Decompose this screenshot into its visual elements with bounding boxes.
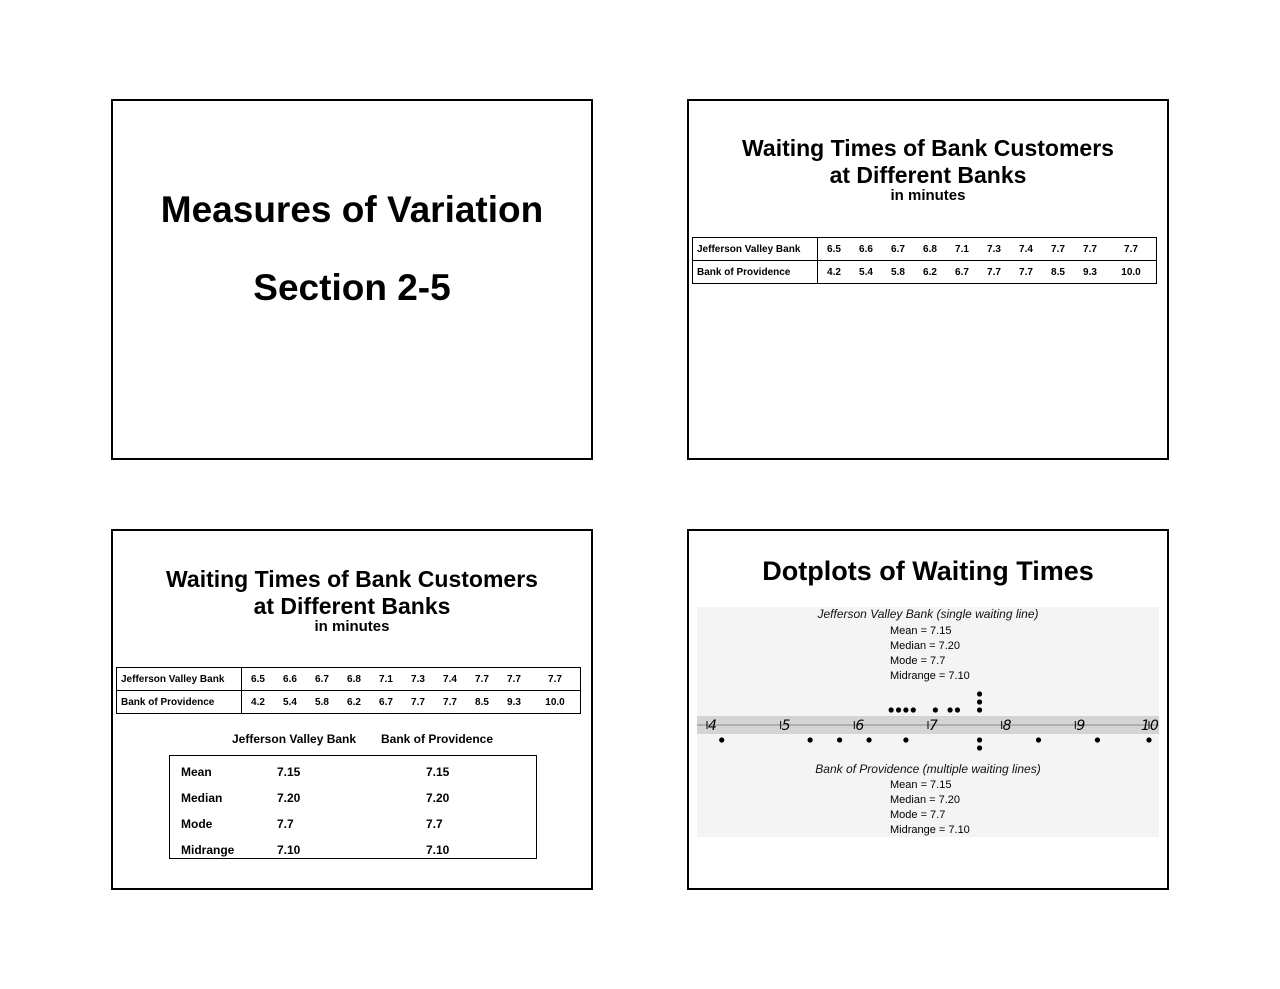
stats-header-jefferson: Jefferson Valley Bank [232, 732, 357, 746]
value-cell: 7.7 [1074, 238, 1106, 261]
jefferson-dot [977, 707, 982, 712]
tick-label: 9 [1076, 718, 1086, 734]
value-cell: 4.2 [818, 261, 851, 284]
stats-value-providence: 7.20 [426, 791, 450, 805]
tick-label: 6 [855, 718, 865, 734]
stat-midrange: Midrange = 7.10 [890, 670, 970, 682]
jefferson-dot [955, 707, 960, 712]
jefferson-dot [977, 691, 982, 696]
value-cell: 8.5 [1042, 261, 1074, 284]
table-title-line2: at Different Banks [829, 162, 1027, 188]
stat-median: Median = 7.20 [890, 794, 961, 806]
jefferson-dot [896, 707, 901, 712]
value-cell: 7.7 [1106, 238, 1157, 261]
dotplot-chart [697, 685, 1159, 765]
value-cell: 7.7 [402, 691, 434, 714]
value-cell: 6.7 [946, 261, 978, 284]
value-cell: 6.7 [882, 238, 914, 261]
jefferson-dot [911, 707, 916, 712]
value-cell: 7.1 [370, 668, 402, 691]
dotplot-stats-providence [890, 778, 970, 838]
table-row [693, 261, 1157, 284]
value-cell: 7.7 [530, 668, 581, 691]
table-title-line1: Waiting Times of Bank Customers [742, 135, 1114, 161]
dotplot-stats-jefferson [890, 624, 970, 684]
value-cell: 6.8 [914, 238, 946, 261]
providence-dot [1036, 737, 1041, 742]
providence-dot [808, 737, 813, 742]
value-cell: 7.7 [466, 668, 498, 691]
value-cell: 7.3 [978, 238, 1010, 261]
value-cell: 9.3 [1074, 261, 1106, 284]
providence-dot [837, 737, 842, 742]
value-cell: 10.0 [1106, 261, 1157, 284]
table-row [117, 691, 581, 714]
table-row [693, 238, 1157, 261]
table-title-line2: at Different Banks [253, 593, 451, 619]
value-cell: 5.8 [306, 691, 338, 714]
stats-header-providence: Bank of Providence [381, 732, 494, 746]
bank-name-cell: Jefferson Valley Bank [117, 668, 242, 691]
providence-dot [866, 737, 871, 742]
bank-name-cell: Jefferson Valley Bank [693, 238, 818, 261]
value-cell: 6.7 [370, 691, 402, 714]
dotplot-caption-providence: Bank of Providence (multiple waiting lines) [815, 762, 1041, 776]
stats-label: Mode [181, 817, 213, 831]
value-cell: 6.8 [338, 668, 370, 691]
value-cell: 7.7 [978, 261, 1010, 284]
stats-table [169, 755, 537, 859]
stat-mode: Mode = 7.7 [890, 655, 946, 667]
tick-label: 4 [708, 718, 717, 734]
slide-waiting-times [687, 99, 1169, 460]
stats-value-jefferson: 7.7 [277, 817, 294, 831]
stats-value-jefferson: 7.20 [277, 791, 301, 805]
value-cell: 6.5 [242, 668, 275, 691]
jefferson-dot [903, 707, 908, 712]
value-cell: 7.7 [498, 668, 530, 691]
dotplot-caption-jefferson: Jefferson Valley Bank (single waiting line) [817, 607, 1039, 621]
value-cell: 5.4 [850, 261, 882, 284]
providence-dot [1146, 737, 1151, 742]
value-cell: 6.2 [338, 691, 370, 714]
value-cell: 5.4 [274, 691, 306, 714]
value-cell: 7.3 [402, 668, 434, 691]
tick-label: 10 [1141, 718, 1159, 734]
value-cell: 5.8 [882, 261, 914, 284]
stats-value-jefferson: 7.15 [277, 765, 301, 779]
stat-mean: Mean = 7.15 [890, 625, 952, 637]
tick-label: 5 [781, 718, 791, 734]
jefferson-dot [948, 707, 953, 712]
stats-value-providence: 7.15 [426, 765, 450, 779]
value-cell: 6.6 [274, 668, 306, 691]
jefferson-dot [889, 707, 894, 712]
value-cell: 4.2 [242, 691, 275, 714]
table-row [117, 668, 581, 691]
waiting-times-table [692, 237, 1157, 284]
stat-mode: Mode = 7.7 [890, 809, 946, 821]
value-cell: 10.0 [530, 691, 581, 714]
providence-dot [903, 737, 908, 742]
value-cell: 6.5 [818, 238, 851, 261]
waiting-times-table [116, 667, 581, 714]
providence-dot [719, 737, 724, 742]
stats-label: Mean [181, 765, 212, 779]
value-cell: 7.4 [1010, 238, 1042, 261]
value-cell: 7.4 [434, 668, 466, 691]
stats-label: Median [181, 791, 223, 805]
table-units: in minutes [314, 618, 390, 635]
slide-title [111, 99, 593, 460]
stats-label: Midrange [181, 843, 235, 857]
value-cell: 7.1 [946, 238, 978, 261]
value-cell: 6.6 [850, 238, 882, 261]
stat-mean: Mean = 7.15 [890, 779, 952, 791]
value-cell: 7.7 [1042, 238, 1074, 261]
dotplot-panel [697, 607, 1159, 837]
stats-value-providence: 7.7 [426, 817, 443, 831]
stat-midrange: Midrange = 7.10 [890, 824, 970, 836]
providence-dot [977, 745, 982, 750]
stats-value-jefferson: 7.10 [277, 843, 301, 857]
value-cell: 6.7 [306, 668, 338, 691]
slide-dotplots [687, 529, 1169, 890]
value-cell: 8.5 [466, 691, 498, 714]
tick-label: 8 [1002, 718, 1012, 734]
stats-value-providence: 7.10 [426, 843, 450, 857]
value-cell: 6.2 [914, 261, 946, 284]
slide-title-heading: Measures of Variation [160, 189, 544, 230]
stat-median: Median = 7.20 [890, 640, 961, 652]
jefferson-dot [977, 699, 982, 704]
tick-label: 7 [929, 718, 938, 734]
providence-dot [977, 737, 982, 742]
value-cell: 7.7 [434, 691, 466, 714]
dotplot-title: Dotplots of Waiting Times [762, 556, 1094, 586]
providence-dot [1095, 737, 1100, 742]
value-cell: 9.3 [498, 691, 530, 714]
slide-section-label: Section 2-5 [253, 267, 451, 308]
bank-name-cell: Bank of Providence [693, 261, 818, 284]
table-units: in minutes [890, 187, 966, 204]
slide-waiting-times-stats [111, 529, 593, 890]
value-cell: 7.7 [1010, 261, 1042, 284]
jefferson-dot [933, 707, 938, 712]
table-title-line1: Waiting Times of Bank Customers [166, 566, 538, 592]
bank-name-cell: Bank of Providence [117, 691, 242, 714]
